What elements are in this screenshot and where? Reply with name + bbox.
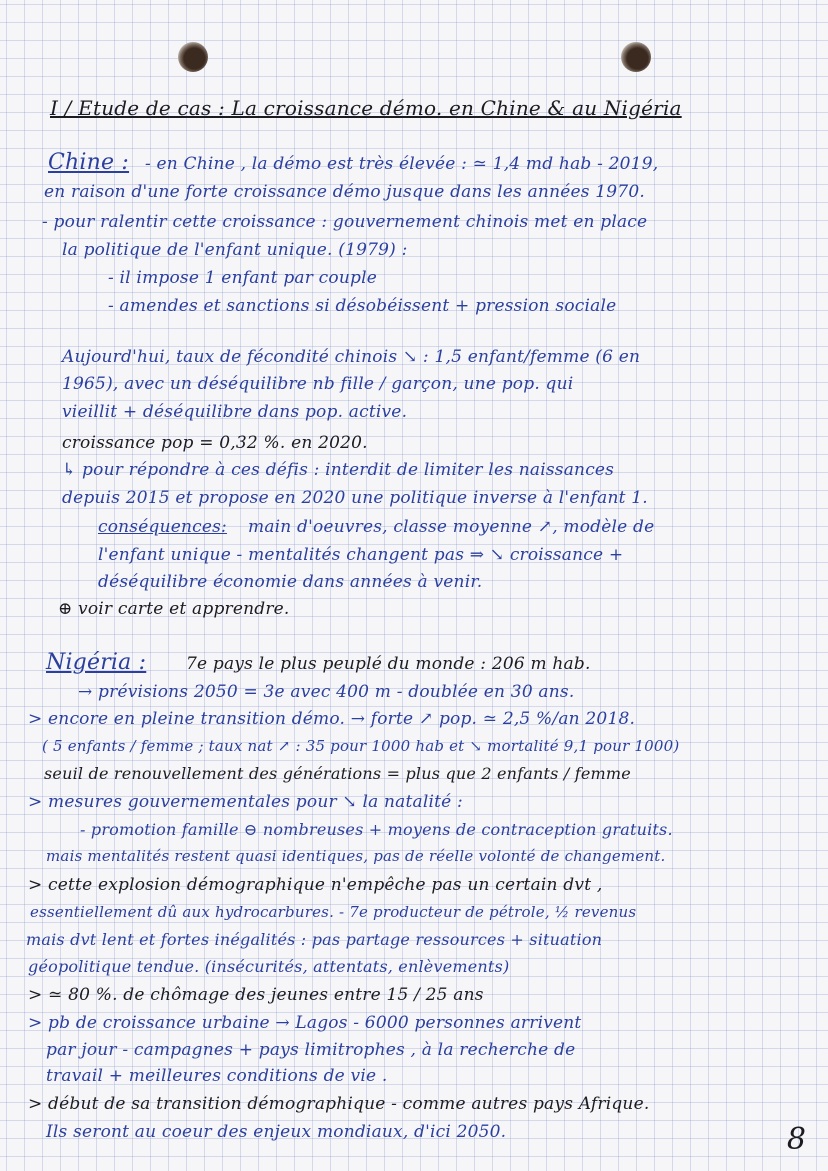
nigeria-line-14: par jour - campagnes + pays limitrophes , à la recherche de <box>46 1040 576 1060</box>
chine-line-11: depuis 2015 et propose en 2020 une politique inverse à l'enfant 1. <box>62 488 648 508</box>
chine-line-3: la politique de l'enfant unique. (1979) : <box>62 240 408 260</box>
nigeria-line-8: > cette explosion démographique n'empêche pas un certain dvt , <box>28 875 603 895</box>
chine-line-15: ⊕ voir carte et apprendre. <box>58 599 290 619</box>
nigeria-line-10: mais dvt lent et fortes inégalités : pas partage ressources + situation <box>26 930 603 949</box>
nigeria-line-13: > pb de croissance urbaine → Lagos - 6000 personnes arrivent <box>28 1013 582 1033</box>
nigeria-line-6: - promotion famille ⊖ nombreuses + moyens de contraception gratuits. <box>80 820 673 839</box>
nigeria-line-15: travail + meilleures conditions de vie . <box>46 1066 388 1086</box>
nigeria-line-7: mais mentalités restent quasi identiques, pas de réelle volonté de changement. <box>46 847 666 865</box>
nigeria-line-9: essentiellement dû aux hydrocarbures. - 7e producteur de pétrole, ½ revenus <box>30 903 637 921</box>
chine-line-13: l'enfant unique - mentalités changent pas ⇒ ↘ croissance + <box>98 545 624 565</box>
chine-heading: Chine : <box>48 150 130 175</box>
chine-line-9: croissance pop = 0,32 %. en 2020. <box>62 433 368 453</box>
chine-line-1: en raison d'une forte croissance démo jusque dans les années 1970. <box>44 182 645 202</box>
nigeria-line-5: > mesures gouvernementales pour ↘ la natalité : <box>28 792 463 812</box>
punch-hole-left <box>178 42 208 72</box>
chine-line-4: - il impose 1 enfant par couple <box>108 268 377 288</box>
nigeria-line-2: > encore en pleine transition démo. → forte ↗ pop. ≃ 2,5 %/an 2018. <box>28 709 636 729</box>
chine-consequences-label: conséquences: <box>98 517 227 537</box>
nigeria-heading: Nigéria : <box>46 650 147 675</box>
nigeria-line-0: 7e pays le plus peuplé du monde : 206 m hab. <box>186 654 591 674</box>
chine-line-10: ↳ pour répondre à ces défis : interdit de limiter les naissances <box>62 460 615 480</box>
chine-line-0: - en Chine , la démo est très élevée : ≃ 1,4 md hab - 2019, <box>145 154 659 174</box>
nigeria-line-16: > début de sa transition démographique - comme autres pays Afrique. <box>28 1094 650 1114</box>
chine-line-8: vieillit + déséquilibre dans pop. active. <box>62 402 408 422</box>
punch-hole-right <box>621 42 651 72</box>
chine-line-12: main d'oeuvres, classe moyenne ↗, modèle de <box>248 517 655 537</box>
chine-line-6: Aujourd'hui, taux de fécondité chinois ↘ : 1,5 enfant/femme (6 en <box>62 347 641 367</box>
nigeria-line-1: → prévisions 2050 = 3e avec 400 m - doublée en 30 ans. <box>78 682 575 702</box>
page-number: 8 <box>786 1122 806 1157</box>
chine-line-5: - amendes et sanctions si désobéissent + pression sociale <box>108 296 617 316</box>
chine-line-14: déséquilibre économie dans années à venir. <box>98 572 483 592</box>
nigeria-line-12: > ≃ 80 %. de chômage des jeunes entre 15 / 25 ans <box>28 985 484 1005</box>
page-title: I / Etude de cas : La croissance démo. en Chine & au Nigéria <box>50 96 682 120</box>
nigeria-line-3: ( 5 enfants / femme ; taux nat ↗ : 35 pour 1000 hab et ↘ mortalité 9,1 pour 1000) <box>42 737 680 755</box>
nigeria-line-4: seuil de renouvellement des générations = plus que 2 enfants / femme <box>44 764 631 783</box>
chine-line-7: 1965), avec un déséquilibre nb fille / garçon, une pop. qui <box>62 374 574 394</box>
nigeria-line-17: Ils seront au coeur des enjeux mondiaux, d'ici 2050. <box>46 1122 507 1142</box>
nigeria-line-11: géopolitique tendue. (insécurités, attentats, enlèvements) <box>28 957 510 976</box>
chine-line-2: - pour ralentir cette croissance : gouvernement chinois met en place <box>42 212 648 232</box>
